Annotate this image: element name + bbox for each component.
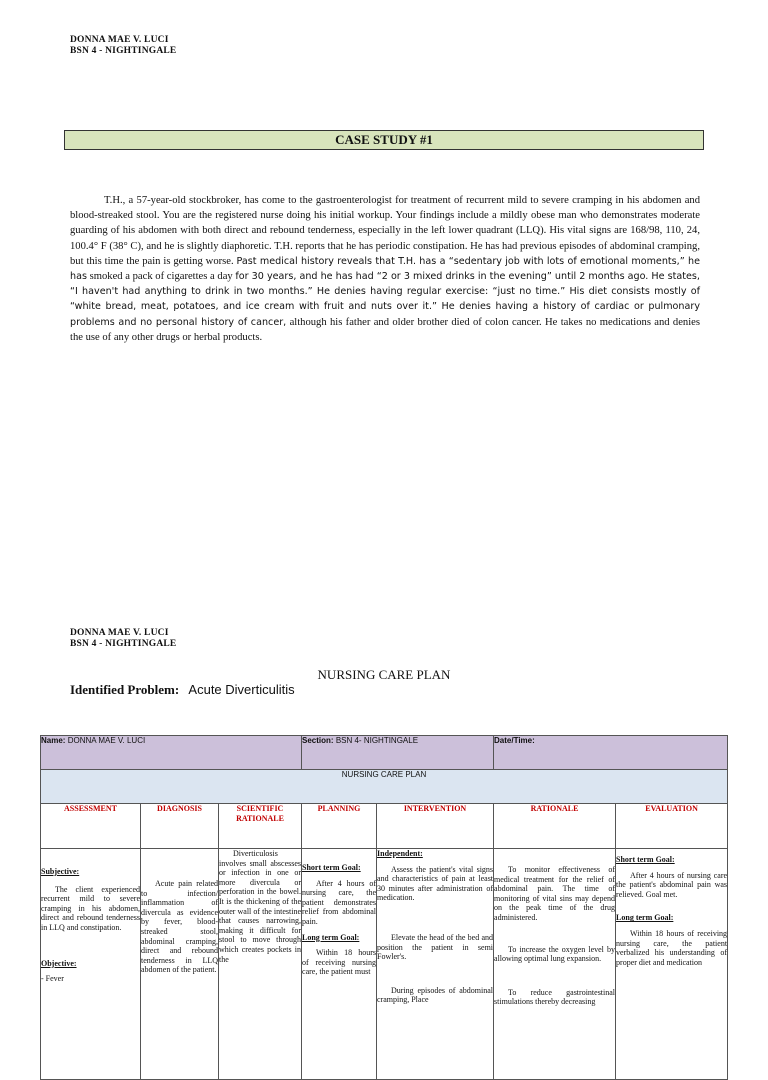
table-row — [41, 849, 728, 1080]
identified-problem-label: Identified Problem: — [70, 682, 180, 697]
case-study-paragraph — [70, 193, 700, 345]
author-section-2: BSN 4 - NIGHTINGALE — [70, 639, 177, 649]
section-cell: Section: BSN 4- NIGHTINGALE — [302, 736, 494, 770]
author-name-2: DONNA MAE V. LUCI — [70, 628, 169, 638]
intervention-cell — [377, 849, 494, 1080]
scientific-rationale-text: Diverticulosis involves small abscesses or infection in one or more divercula or perforation in the bowel. It is the thickening of the outer wall of the intestine that causes narrowing, making it difficult for stool to move through which creates pockets in the — [219, 849, 302, 964]
identified-problem-value: Acute Diverticulitis — [188, 682, 295, 697]
date-cell: Date/Time: — [494, 736, 728, 770]
evaluation-cell — [616, 849, 728, 1080]
case-study-title: CASE STUDY #1 — [64, 130, 704, 150]
name-cell: Name: DONNA MAE V. LUCI — [41, 736, 302, 770]
col-diagnosis: DIAGNOSIS — [141, 804, 219, 849]
author-name: DONNA MAE V. LUCI — [70, 35, 169, 45]
case-text-b: Past medical history reveals that T.H. has a “sedentary job with lots of emotional moments,” he has — [70, 255, 700, 283]
assessment-cell — [41, 849, 141, 1080]
page-header-2 — [70, 628, 176, 650]
col-rationale: RATIONALE — [494, 804, 616, 849]
rationale-cell — [494, 849, 616, 1080]
page-header-1 — [70, 35, 176, 57]
subjective-text: The client experienced recurrent mild to severe cramping in his abdomen, direct and rebound tenderness in LLQ and constipation. — [41, 884, 140, 932]
objective-label: Objective: — [41, 958, 77, 968]
case-text-a: T.H., a 57-year-old stockbroker, has come to the gastroenterologist for treatment of recurrent mild to severe cramping in his abdomen and blood-streaked stool. You are the registered nurse doing his initial workup. Your findings include a mildly obese man who demonstrates moderate guarding of his abdomen with both direct and rebound tenderness, especially in the left lower quadrant (LLQ). His vital signs are 168/98, 110, 24, 100.4° F (38° C), and he is slightly diaphoretic. T.H. reports that he has periodic constipation. He has had previous episodes of abdominal cramping, but this time the pain is getting worse. — [70, 195, 700, 267]
evaluation-long-label: Long term Goal: — [616, 913, 674, 923]
planning-cell — [302, 849, 377, 1080]
col-planning: PLANNING — [302, 804, 377, 849]
table-title-row — [41, 770, 728, 804]
info-row — [41, 736, 728, 770]
nursing-care-plan-table — [40, 735, 728, 1080]
planning-long-label: Long term Goal: — [302, 932, 360, 942]
scientific-rationale-cell — [219, 849, 302, 1080]
col-assessment: ASSESSMENT — [41, 804, 141, 849]
col-intervention: INTERVENTION — [377, 804, 494, 849]
case-text-c: smoked a pack of cigarettes a day — [89, 271, 233, 283]
column-header-row — [41, 804, 728, 849]
diagnosis-text: Acute pain related to infection/ inflammation of divercula as evidence by fever, blood-streaked stool, abdominal cramping, direct and rebound tenderness in LLQ abdomen of the patient. — [141, 879, 218, 975]
table-title: NURSING CARE PLAN — [41, 770, 728, 804]
case-text-e: although his father and older brother died of colon cancer. He takes no medications and denies the use of any other drugs or herbal products. — [70, 316, 700, 343]
intervention-2: Elevate the head of the bed and position the patient in semi Fowler's. — [377, 932, 494, 962]
case-text-d: for 30 years, and he has had “2 or 3 mixed drinks in the evening” until 2 months ago. He states, “I haven't had anything to drink in two months.” He denies having regular exercise: “just no time.” His diet consists mostly of “white bread, meat, potatoes, and ice cream with fruit and nuts over it.” He denies having a history of cardiac or pulmonary problems and no personal history of cancer, — [70, 271, 700, 328]
independent-label: Independent: — [377, 849, 423, 858]
rationale-1: To monitor effectiveness of medical treatment for the relief of abdominal pain. The time of monitoring of vital sins may depend on the peak time of the drug administered. — [494, 865, 616, 922]
rationale-3: To reduce gastrointestinal stimulations thereby decreasing — [494, 987, 616, 1007]
objective-item: - Fever — [41, 974, 64, 984]
diagnosis-cell — [141, 849, 219, 1080]
intervention-1: Assess the patient's vital signs and characteristics of pain at least 30 minutes after administration of medication. — [377, 864, 494, 903]
subjective-label: Subjective: — [41, 867, 80, 876]
planning-long-text: Within 18 hours of receiving nursing care, the patient must — [302, 948, 377, 977]
identified-problem — [70, 682, 295, 698]
planning-short-text: After 4 hours of nursing care, the patient demonstrates relief from abdominal pain. — [302, 878, 377, 926]
planning-short-label: Short term Goal: — [302, 863, 361, 872]
evaluation-short-text: After 4 hours of nursing care the patient's abdominal pain was relieved. Goal met. — [616, 870, 728, 899]
col-evaluation: EVALUATION — [616, 804, 728, 849]
col-scientific-rationale: SCIENTIFIC RATIONALE — [219, 804, 302, 849]
rationale-2: To increase the oxygen level by allowing optimal lung expansion. — [494, 944, 616, 964]
author-section: BSN 4 - NIGHTINGALE — [70, 46, 177, 56]
intervention-3: During episodes of abdominal cramping, Place — [377, 985, 494, 1005]
evaluation-long-text: Within 18 hours of receiving nursing care, the patient verbalized his understanding of proper diet and medication — [616, 928, 728, 967]
ncp-title: NURSING CARE PLAN — [317, 667, 451, 682]
evaluation-short-label: Short term Goal: — [616, 855, 675, 864]
